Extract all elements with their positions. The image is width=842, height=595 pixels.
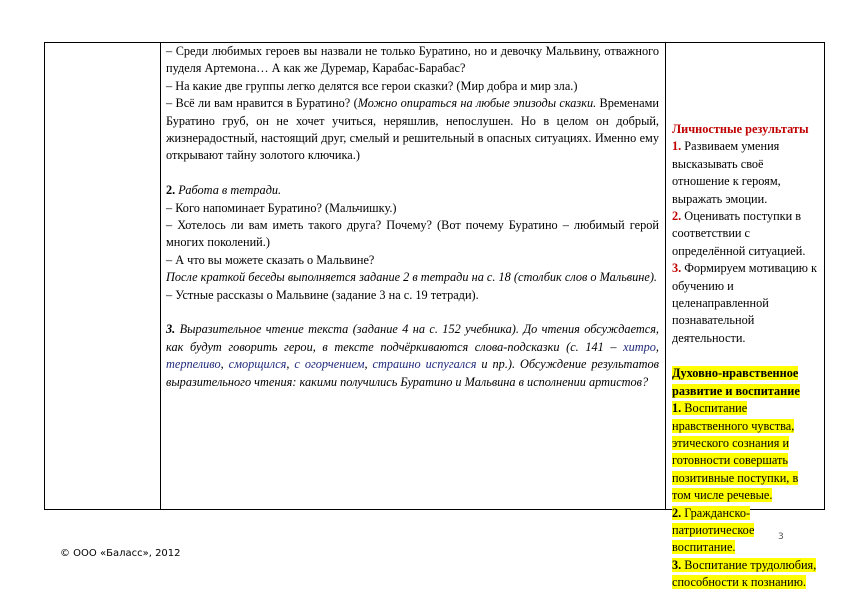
paragraph-buratino: – Всё ли вам нравится в Буратино? (Можно опираться на любые эпизоды сказки. Временами Буратино груб, он не хочет учиться, неряшлив, непослушен. Но в целом он добрый, жизнерадостный, настоящий друг, смелый и решительный в опасных ситуациях. Именно ему открывают тайну золотого ключика.) — [166, 96, 659, 163]
paragraph-heroes: – Среди любимых героев вы назвали не только Буратино, но и девочку Мальвину, отважного пуделя Артемона… А как же Дуремар, Карабас-Барабас? — [166, 44, 659, 76]
results-column — [666, 43, 825, 590]
paragraph-groups: – На какие две группы легко делятся все герои сказки? (Мир добра и мир зла.) — [166, 78, 578, 93]
paragraph-notebook-task: После краткой беседы выполняется задание 2 в тетради на с. 18 (столбик слов о Мальвине). — [166, 270, 657, 285]
section-3-text: 3. Выразительное чтение текста (задание 4 на с. 152 учебника). До чтения обсуждается, как будут говорить герои, в тексте подчёркиваются слова-подсказки (с. 141 – хитро, терпеливо, сморщился, с огорчением, страшно испугался и пр.). Обсуждение результатов выразительного чтения: какими получились Буратино и Мальвина в исполнении артистов? — [166, 322, 659, 389]
personal-result-3: 3. Формируем мотивацию к обучению и целенаправленной познавательной деятельности. — [672, 261, 818, 345]
copyright-footer: © ООО «Баласс», 2012 — [60, 548, 181, 559]
page-number: 3 — [778, 532, 784, 542]
paragraph-friend: – Хотелось ли вам иметь такого друга? Почему? (Вот почему Буратино – любимый герой многих поколений.) — [166, 218, 659, 250]
section-2-heading: 2. Работа в тетради. — [166, 183, 282, 198]
moral-education-title: Духовно-нравственное развитие и воспитание — [672, 366, 800, 398]
personal-result-2: 2. Оценивать поступки в соответствии с определённой ситуацией. — [672, 209, 806, 258]
moral-item-3: 3. Воспитание трудолюбия, способности к познанию. — [672, 557, 817, 590]
moral-item-1: 1. Воспитание нравственного чувства, этического сознания и готовности совершать позитивные поступки, в том числе речевые. — [672, 401, 799, 503]
stage-column — [44, 43, 161, 509]
personal-result-1: 1. Развиваем умения высказывать своё отношение к героям, выражать эмоции. — [672, 139, 781, 206]
paragraph-oral-stories: – Устные рассказы о Мальвине (задание 3 на с. 19 тетради). — [166, 287, 479, 302]
content-column — [161, 43, 666, 509]
personal-results-title: Личностные результаты — [672, 122, 809, 136]
paragraph-reminds: – Кого напоминает Буратино? (Мальчишку.) — [166, 200, 397, 215]
paragraph-malvina: – А что вы можете сказать о Мальвине? — [166, 252, 375, 267]
moral-item-2: 2. Гражданско-патриотическое воспитание. — [672, 505, 755, 555]
